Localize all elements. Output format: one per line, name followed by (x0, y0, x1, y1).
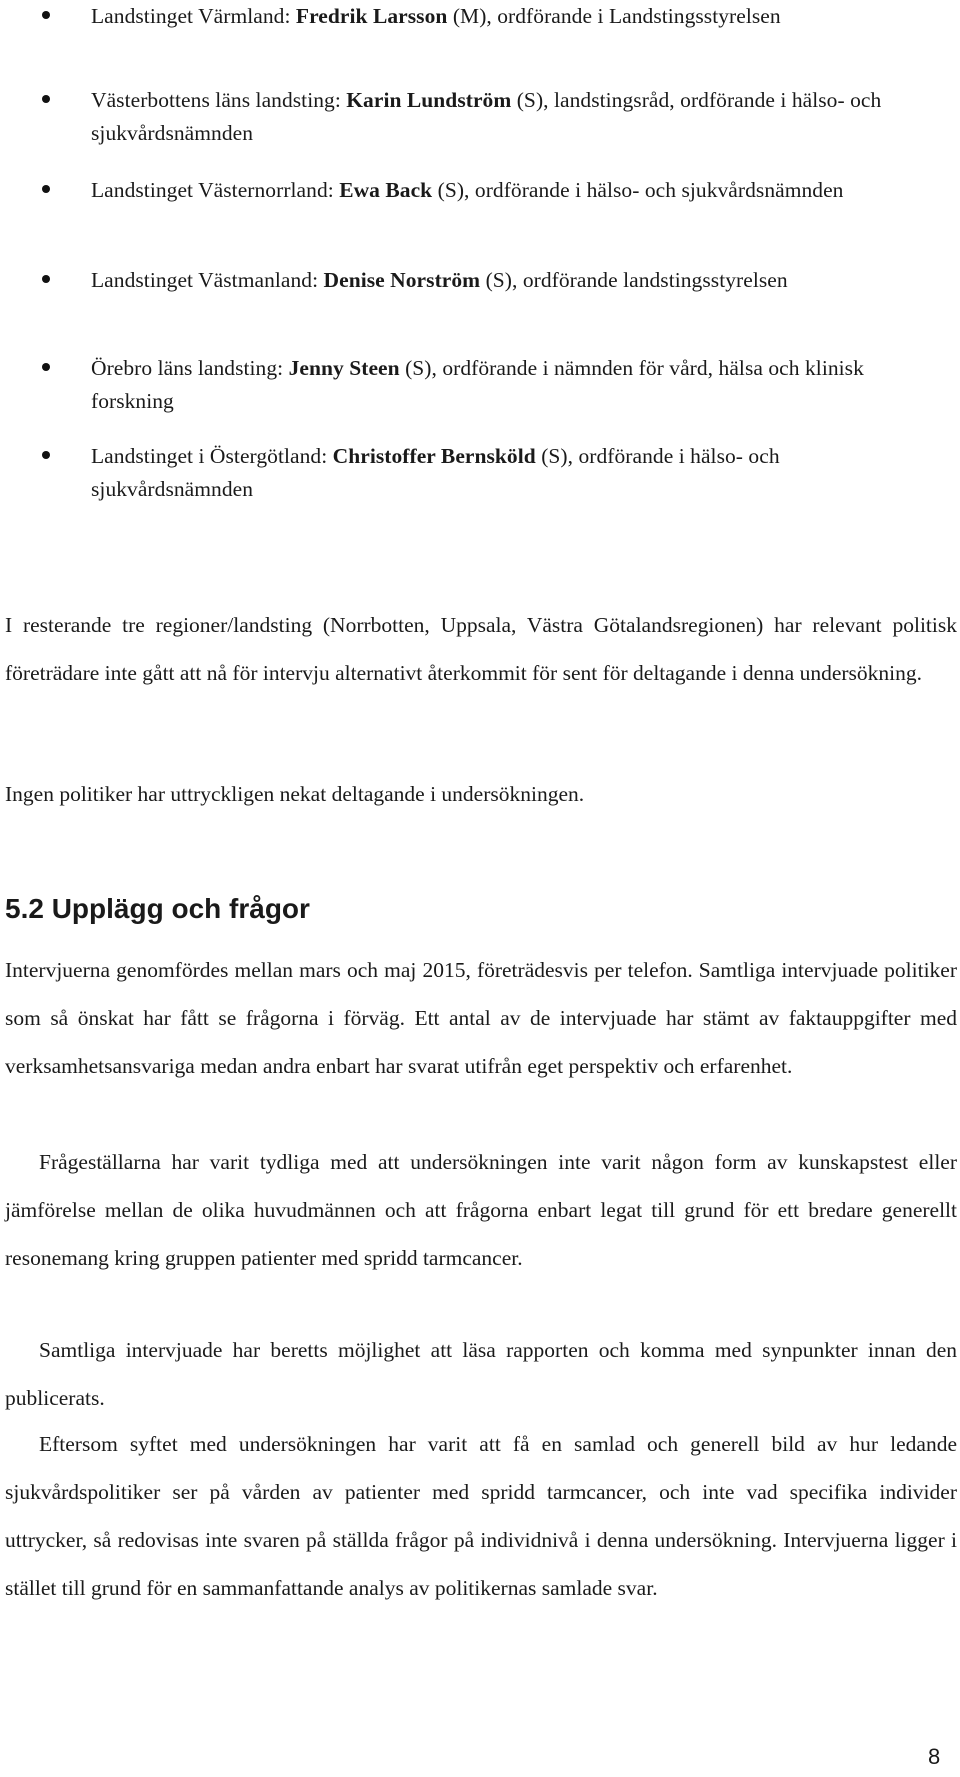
bullet-icon (42, 363, 50, 371)
section-paragraph: Frågeställarna har varit tydliga med att undersökningen inte varit någon form av kunskapstest eller jämförelse mellan de olika huvudmännen och att frågorna enbart legat till grund för ett bredare generellt resonemang kring gruppen patienter med spridd tarmcancer. (5, 1150, 957, 1270)
politician-name: Karin Lundström (346, 88, 512, 112)
politician-name: Ewa Back (339, 178, 433, 202)
bullet-icon (42, 185, 50, 193)
bullet-icon (42, 95, 50, 103)
section-heading: 5.2 Upplägg och frågor (5, 893, 310, 924)
list-item-text: Landstinget i Östergötland: Christoffer Bernsköld (S), ordförande i hälso- och sjukvårdsnämnden (91, 444, 780, 501)
list-item-text: Landstinget Värmland: Fredrik Larsson (M), ordförande i Landstingsstyrelsen (91, 4, 781, 28)
politician-name: Jenny Steen (288, 356, 400, 380)
politician-name: Christoffer Bernsköld (332, 444, 536, 468)
section-paragraph: Samtliga intervjuade har beretts möjlighet att läsa rapporten och komma med synpunkter innan den publicerats. (5, 1338, 957, 1410)
list-item-text: Västerbottens läns landsting: Karin Lundström (S), landstingsråd, ordförande i hälso- och sjukvårdsnämnden (91, 88, 882, 145)
section-paragraph: Eftersom syftet med undersökningen har varit att få en samlad och generell bild av hur ledande sjukvårdspolitiker ser på vården av patienter med spridd tarmcancer, och inte vad specifika individer uttrycker, så redovisas inte svaren på ställda frågor på individnivå i denna undersökning. Intervjuerna ligger i stället till grund för en sammanfattande analys av politikernas samlade svar. (5, 1432, 957, 1600)
list-item-text: Örebro läns landsting: Jenny Steen (S), ordförande i nämnden för vård, hälsa och klinisk forskning (91, 356, 864, 413)
bullet-icon (42, 275, 50, 283)
section-paragraph: Intervjuerna genomfördes mellan mars och maj 2015, företrädesvis per telefon. Samtliga intervjuade politiker som så önskat har fått se frågorna i förväg. Ett antal av de intervjuade har stämt av faktauppgifter med verksamhetsansvariga medan andra enbart har svarat utifrån eget perspektiv och erfarenhet. (5, 958, 957, 1078)
politician-name: Fredrik Larsson (295, 4, 448, 28)
bullet-icon (42, 11, 50, 19)
list-item-text: Landstinget Västernorrland: Ewa Back (S), ordförande i hälso- och sjukvårdsnämnden (91, 178, 844, 202)
list-item-text: Landstinget Västmanland: Denise Norström (S), ordförande landstingsstyrelsen (91, 268, 788, 292)
declined-paragraph: Ingen politiker har uttryckligen nekat deltagande i undersökningen. (5, 782, 585, 806)
remaining-regions-paragraph: I resterande tre regioner/landsting (Norrbotten, Uppsala, Västra Götalandsregionen) har relevant politisk företrädare inte gått att nå för intervju alternativt återkommit för sent för deltagande i denna undersökning. (5, 613, 957, 685)
bullet-icon (42, 451, 50, 459)
politician-name: Denise Norström (323, 268, 481, 292)
page-number: 8 (928, 1744, 941, 1769)
